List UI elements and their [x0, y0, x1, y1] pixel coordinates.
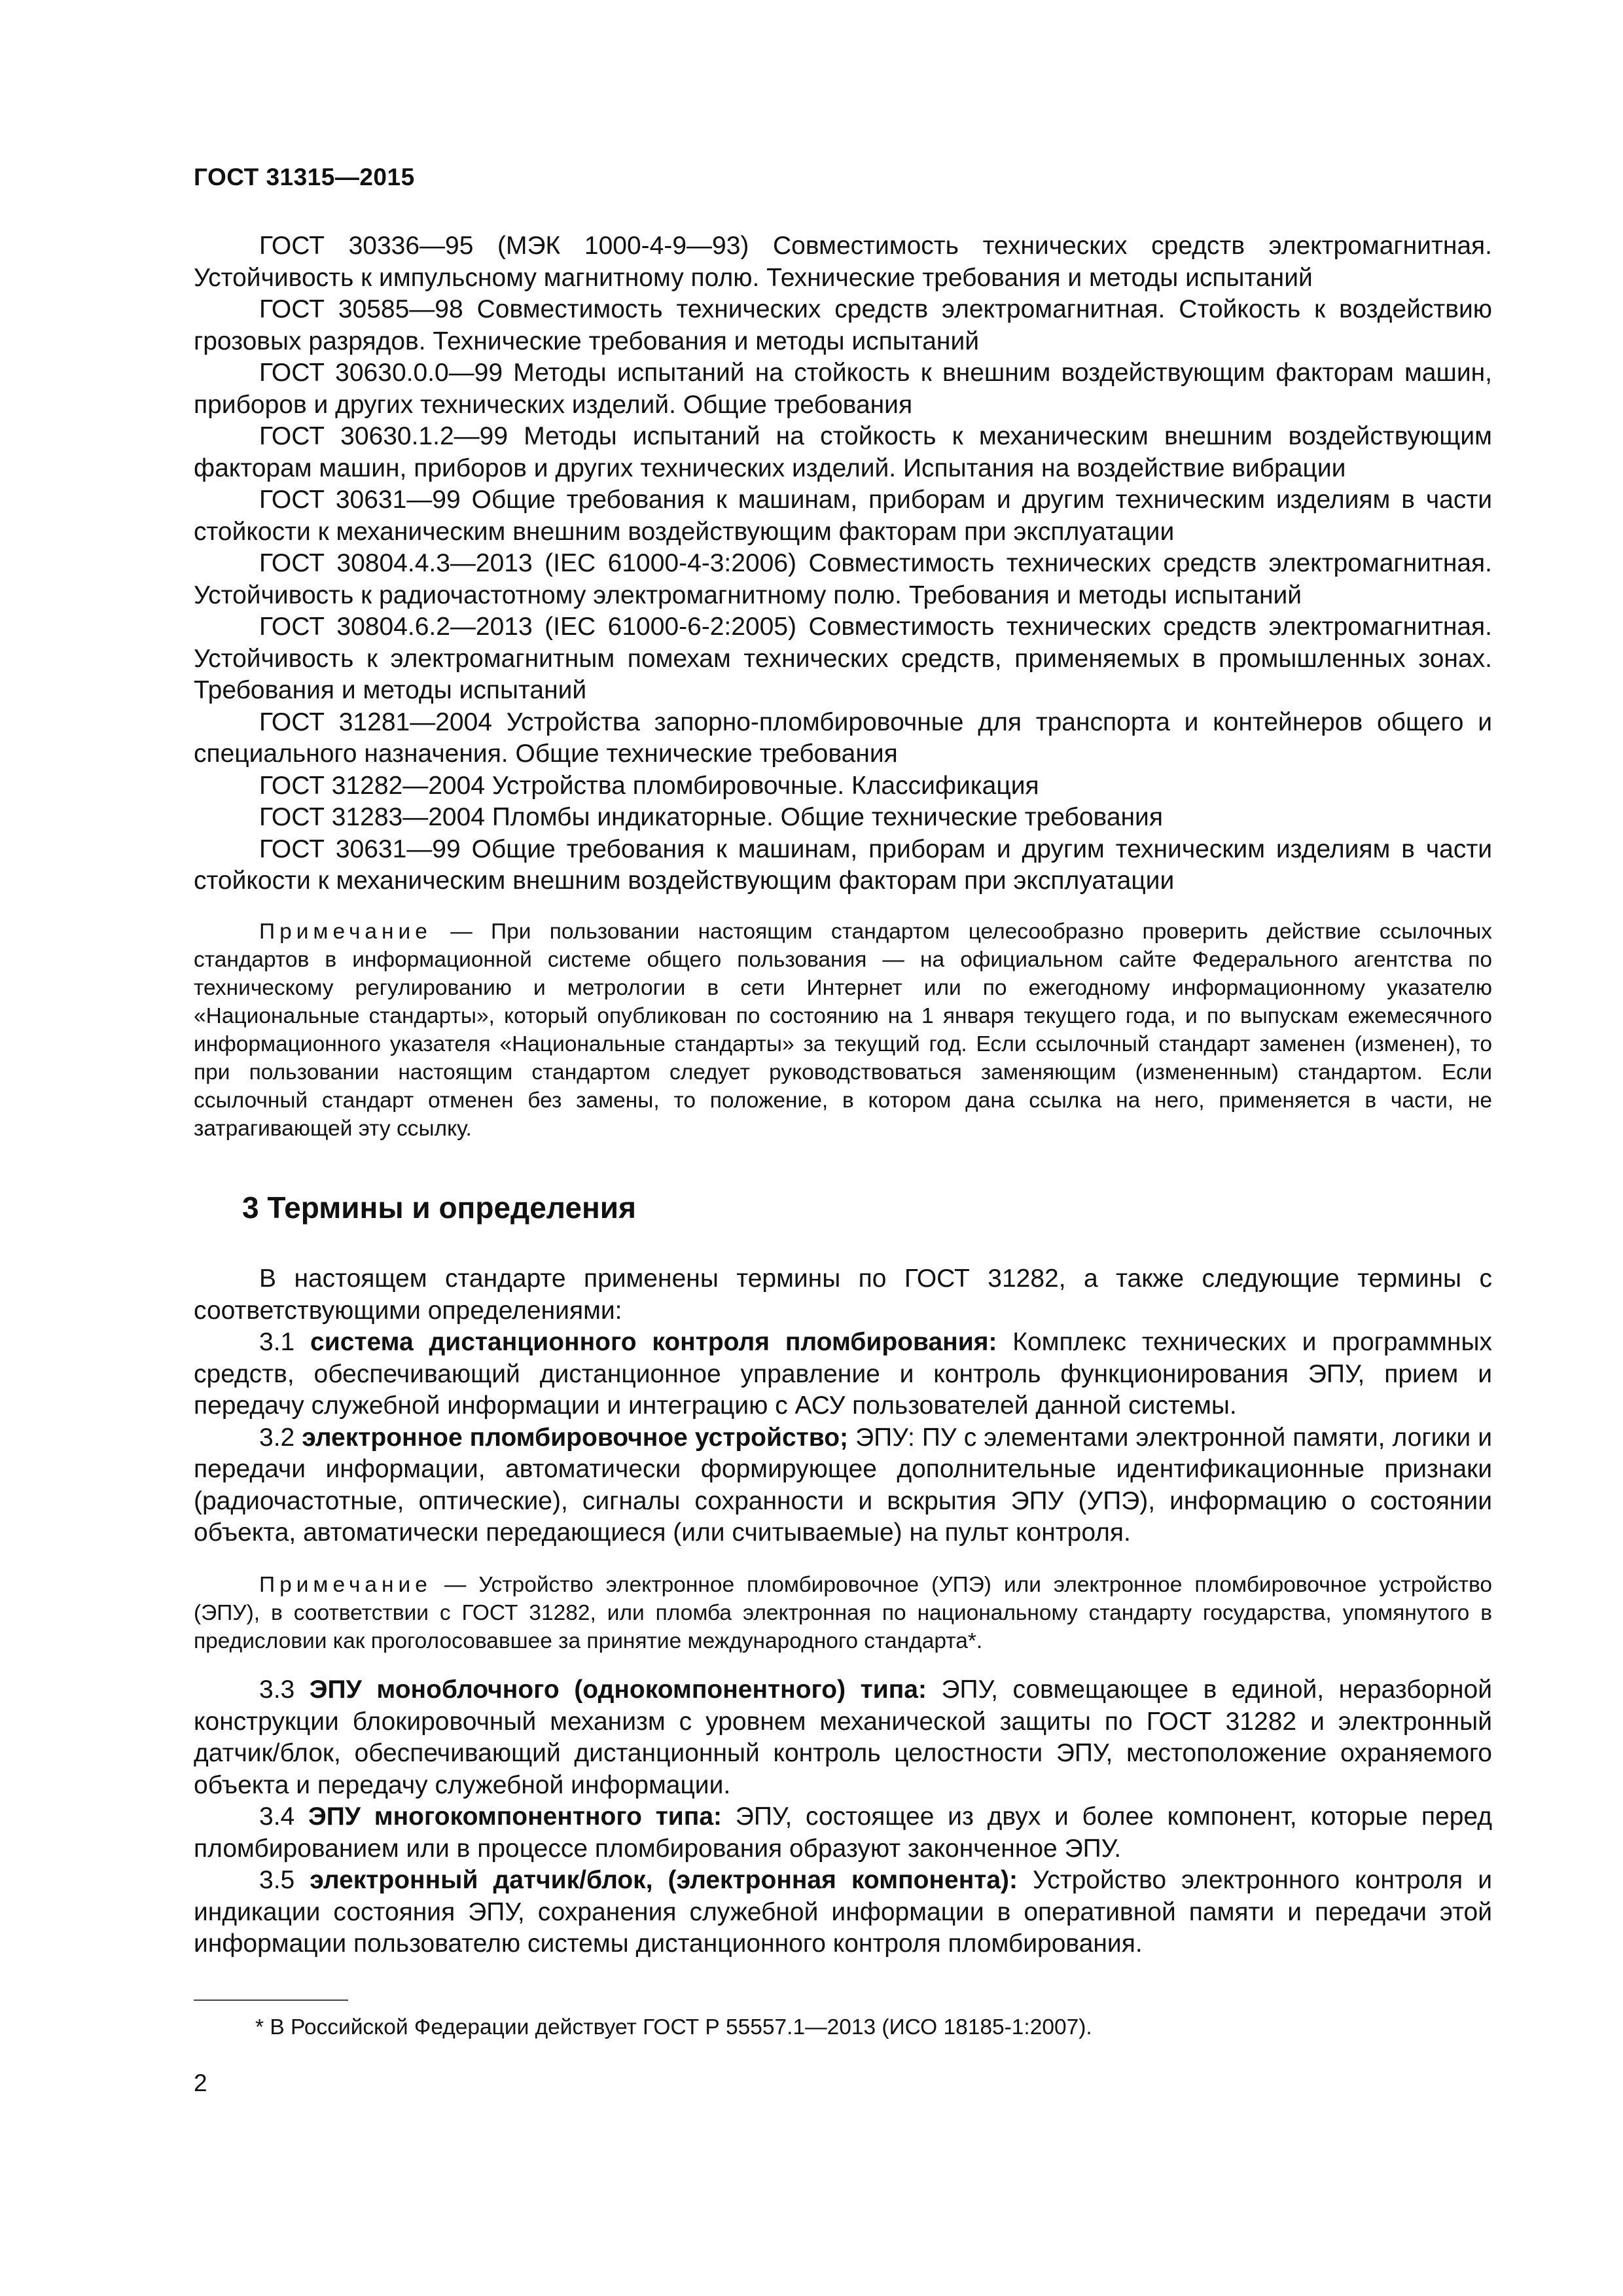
term-definition: ЭПУ, состоящее из двух и более компонент, которые перед пломбированием или в процессе пломбирования образуют законченное ЭПУ. [194, 1803, 1492, 1863]
term-definition: Комплекс технических и программных средств, обеспечивающий дистанционное управление и контроль функционирования ЭПУ, прием и передачу служебной информации и интеграцию с АСУ пользователей данной системы. [194, 1328, 1492, 1420]
term-number: 3.2 [259, 1423, 295, 1452]
term-number: 3.4 [259, 1803, 295, 1831]
term-item [194, 1327, 1492, 1422]
term-definition: Устройство электронного контроля и индикации состояния ЭПУ, сохранения служебной информации в оперативной памяти и передачи этой информации пользователю системы дистанционного контроля пломбирования. [194, 1866, 1492, 1958]
reference-item: ГОСТ 30585—98 Совместимость технических средств электромагнитная. Стойкость к воздействию грозовых разрядов. Технические требования и методы испытаний [194, 295, 1492, 355]
terms-intro: В настоящем стандарте применены термины по ГОСТ 31282, а также следующие термины с соответствующими определениями: [194, 1265, 1492, 1325]
terms-block-continued [194, 1674, 1492, 1960]
note-label: Примечание [259, 920, 432, 944]
term-item [194, 1674, 1492, 1801]
normative-references-list [194, 230, 1492, 897]
term-number: 3.5 [259, 1866, 295, 1894]
term-number: 3.1 [259, 1328, 295, 1356]
reference-item: ГОСТ 30630.0.0—99 Методы испытаний на стойкость к внешним воздействующим факторам машин, приборов и других технических изделий. Общие требования [194, 359, 1492, 419]
term-name: электронное пломбировочное устройство; [302, 1423, 849, 1452]
page-number: 2 [194, 2070, 207, 2096]
term-name: система дистанционного контроля пломбирования: [310, 1328, 997, 1356]
term-definition: ЭПУ: ПУ с элементами электронной памяти, логики и передачи информации, автоматически формирующее дополнительные идентификационные признаки (радиочастотные, оптические), сигналы сохранности и вскрытия ЭПУ (УПЭ), информацию о состоянии объекта, автоматически передающиеся (или считываемые) на пульт контроля. [194, 1423, 1492, 1547]
note-label: Примечание [259, 1573, 432, 1597]
term-name: ЭПУ многокомпонентного типа: [308, 1803, 722, 1831]
reference-item: ГОСТ 31283—2004 Пломбы индикаторные. Общие технические требования [259, 803, 1163, 831]
term-name: электронный датчик/блок, (электронная компонента): [310, 1866, 1018, 1894]
footnote: * В Российской Федерации действует ГОСТ Р 55557.1—2013 (ИСО 18185-1:2007). [255, 2015, 1092, 2039]
section-title: 3 Термины и определения [242, 1191, 636, 1225]
term-item [194, 1865, 1492, 1960]
term-number: 3.3 [259, 1676, 295, 1704]
note-text: — При пользовании настоящим стандартом целесообразно проверить действие ссылочных стандартов в информационной системе общего пользования — на официальном сайте Федерального агентства по техническому регулированию и метрологии в сети Интернет или по ежегодному информационному указателю «Национальные стандарты», который опубликован по состоянию на 1 января текущего года, и по выпускам ежемесячного информационного указателя «Национальные стандарты» за текущий год. Если ссылочный стандарт заменен (изменен), то при пользовании настоящим стандартом следует руководствоваться заменяющим (измененным) стандартом. Если ссылочный стандарт отменен без замены, то положение, в котором дана ссылка на него, применяется в части, не затрагивающей эту ссылку. [194, 920, 1492, 1141]
terms-block [194, 1263, 1492, 1549]
reference-item: ГОСТ 30631—99 Общие требования к машинам, приборам и другим техническим изделиям в части стойкости к механическим внешним воздействующим факторам при эксплуатации [194, 834, 1492, 895]
reference-item: ГОСТ 31281—2004 Устройства запорно-пломбировочные для транспорта и контейнеров общего и специального назначения. Общие технические требования [194, 708, 1492, 768]
note-epu [194, 1571, 1492, 1655]
reference-item: ГОСТ 31282—2004 Устройства пломбировочные. Классификация [259, 771, 1039, 800]
note-references [194, 918, 1492, 1143]
reference-item: ГОСТ 30804.6.2—2013 (IEC 61000-6-2:2005) Совместимость технических средств электромагнитная. Устойчивость к электромагнитным помехам технических средств, применяемых в промышленных зонах. Требования и методы испытаний [194, 613, 1492, 704]
reference-item: ГОСТ 30336—95 (МЭК 1000-4-9—93) Совместимость технических средств электромагнитная. Устойчивость к импульсному магнитному полю. Технические требования и методы испытаний [194, 232, 1492, 292]
note-text: — Устройство электронное пломбировочное (УПЭ) или электронное пломбировочное устройство (ЭПУ), в соответствии с ГОСТ 31282, или пломба электронная по национальному стандарту государства, упомянутого в предисловии как проголосовавшее за принятие международного стандарта*. [194, 1573, 1493, 1653]
reference-item: ГОСТ 30630.1.2—99 Методы испытаний на стойкость к механическим внешним воздействующим факторам машин, приборов и других технических изделий. Испытания на воздействие вибрации [194, 422, 1492, 482]
term-name: ЭПУ моноблочного (однокомпонентного) типа: [309, 1676, 927, 1704]
term-item [194, 1801, 1492, 1865]
footnote-divider [194, 2000, 348, 2001]
term-item [194, 1422, 1492, 1549]
term-definition: ЭПУ, совмещающее в единой, неразборной конструкции блокировочный механизм с уровнем механической защиты по ГОСТ 31282 и электронный датчик/блок, обеспечивающий дистанционный контроль целостности ЭПУ, местоположение охраняемого объекта и передачу служебной информации. [194, 1676, 1492, 1799]
reference-item: ГОСТ 30804.4.3—2013 (IEC 61000-4-3:2006) Совместимость технических средств электромагнитная. Устойчивость к радиочастотному электромагнитному полю. Требования и методы испытаний [194, 549, 1492, 609]
reference-item: ГОСТ 30631—99 Общие требования к машинам, приборам и другим техническим изделиям в части стойкости к механическим внешним воздействующим факторам при эксплуатации [194, 486, 1492, 546]
document-header: ГОСТ 31315—2015 [194, 164, 415, 190]
